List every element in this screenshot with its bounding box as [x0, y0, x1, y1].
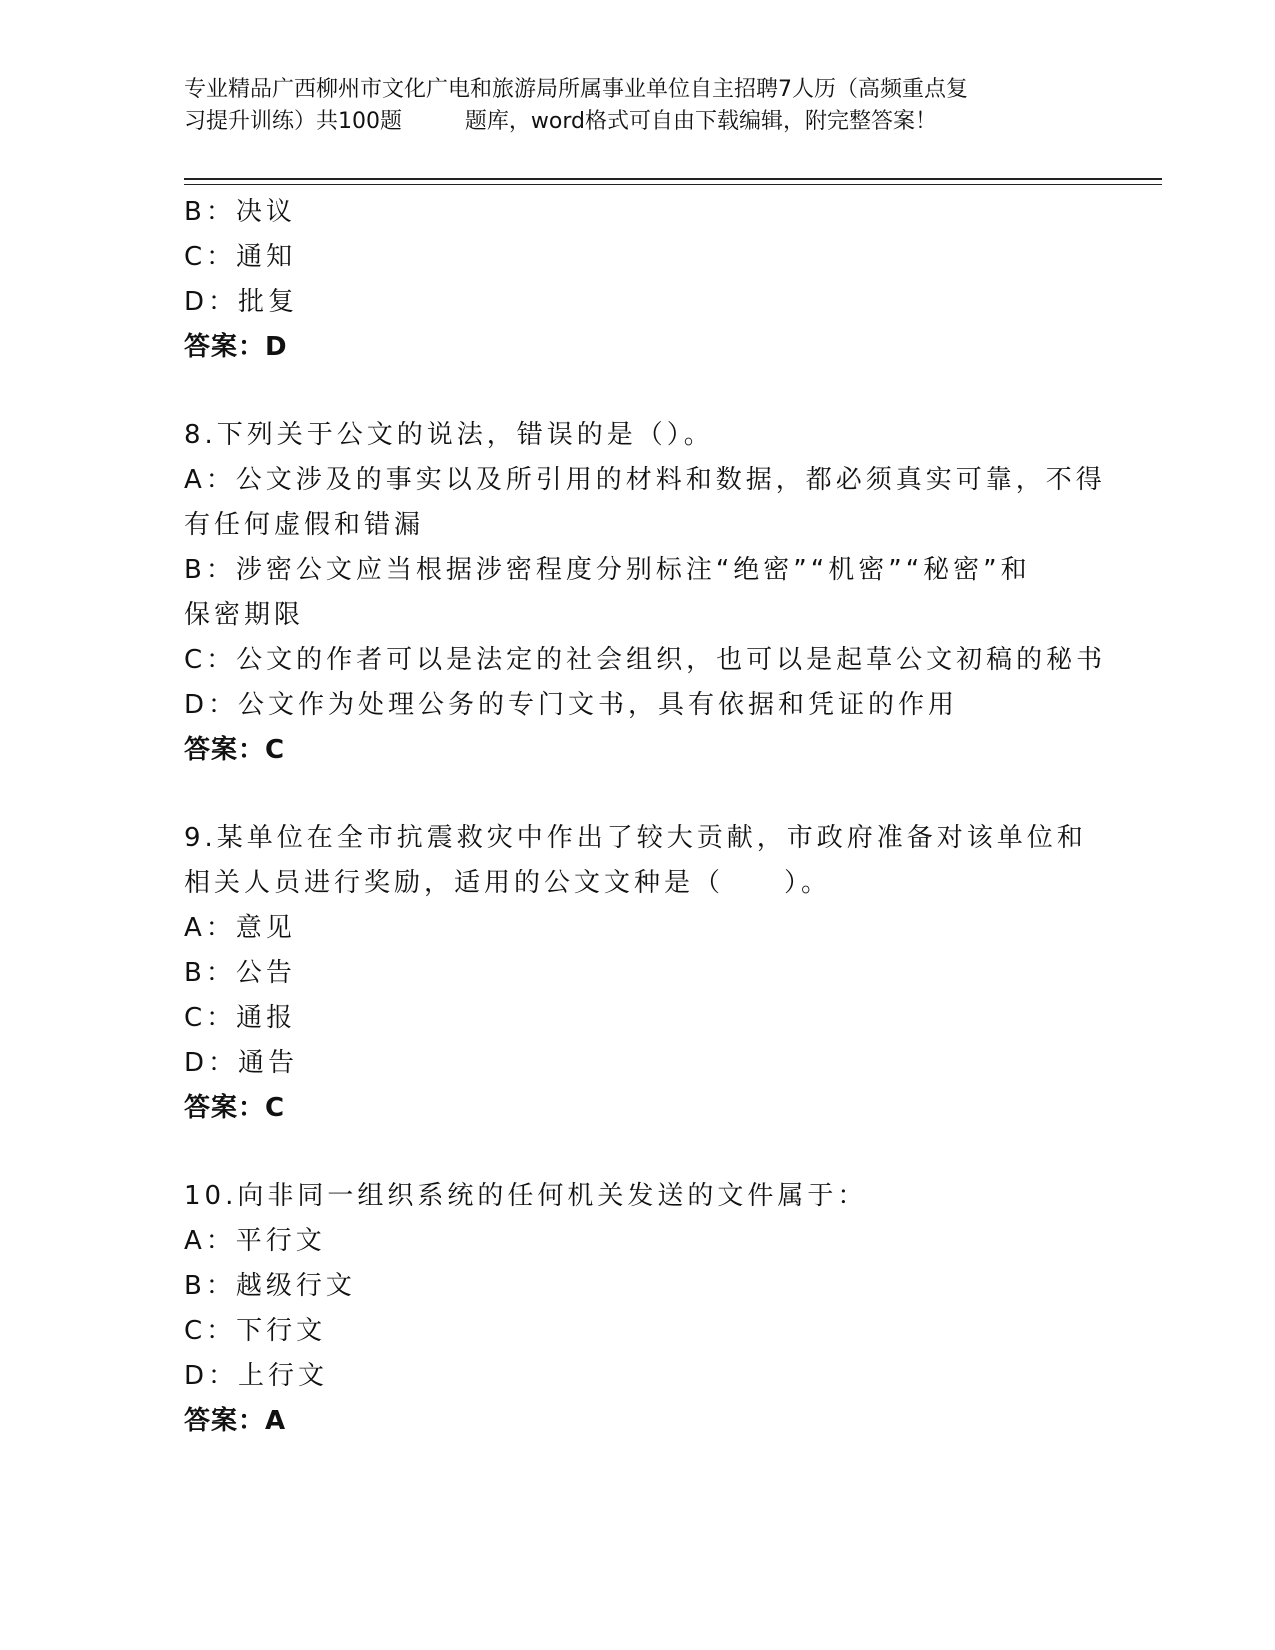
question-block-10 [184, 1174, 1084, 1444]
option-d: D：公文作为处理公务的专门文书，具有依据和凭证的作用 [184, 690, 959, 720]
question-block-8 [184, 413, 1107, 773]
option-c: C：通报 [184, 1003, 297, 1033]
option-c: C：公文的作者可以是法定的社会组织，也可以是起草公文初稿的秘书 [184, 645, 1107, 675]
spacer [184, 1131, 1084, 1174]
question-stem: 10.向非同一组织系统的任何机关发送的文件属于： [184, 1181, 868, 1211]
option-c: C：通知 [184, 242, 297, 272]
answer-line: 答案：D [184, 332, 288, 362]
header-divider-thin [184, 184, 1162, 185]
question-list [184, 190, 1107, 1444]
question-block-9 [184, 816, 1087, 1131]
header-divider-thick [184, 178, 1162, 180]
option-b-continued: 保密期限 [184, 600, 305, 630]
option-a: A：意见 [184, 913, 296, 943]
option-b: B：决议 [184, 197, 296, 227]
option-d: D：通告 [184, 1048, 299, 1078]
answer-line: 答案：A [184, 1406, 287, 1436]
question-stem-continued: 相关人员进行奖励，适用的公文文种是（ ）。 [184, 868, 832, 898]
page-header [184, 74, 1104, 138]
question-stem: 9.某单位在全市抗震救灾中作出了较大贡献，市政府准备对该单位和 [184, 823, 1087, 853]
question-stem: 8.下列关于公文的说法，错误的是（）。 [184, 420, 714, 450]
option-a-continued: 有任何虚假和错漏 [184, 510, 425, 540]
answer-line: 答案：C [184, 735, 286, 765]
header-title-line-2: 习提升训练）共100题 题库，word格式可自由下载编辑，附完整答案！ [184, 109, 938, 134]
answer-line: 答案：C [184, 1093, 286, 1123]
option-b: B：公告 [184, 958, 296, 988]
header-title-line-1: 专业精品广西柳州市文化广电和旅游局所属事业单位自主招聘7人历（高频重点复 [184, 77, 968, 102]
spacer [184, 370, 1084, 413]
option-b: B：涉密公文应当根据涉密程度分别标注“绝密”“机密”“秘密”和 [184, 555, 1031, 585]
option-a: A：公文涉及的事实以及所引用的材料和数据，都必须真实可靠，不得 [184, 465, 1106, 495]
option-d: D：上行文 [184, 1361, 329, 1391]
option-d: D：批复 [184, 287, 299, 317]
option-a: A：平行文 [184, 1226, 326, 1256]
option-c: C：下行文 [184, 1316, 327, 1346]
question-block-prev [184, 190, 1084, 370]
spacer [184, 773, 1084, 816]
option-b: B：越级行文 [184, 1271, 356, 1301]
